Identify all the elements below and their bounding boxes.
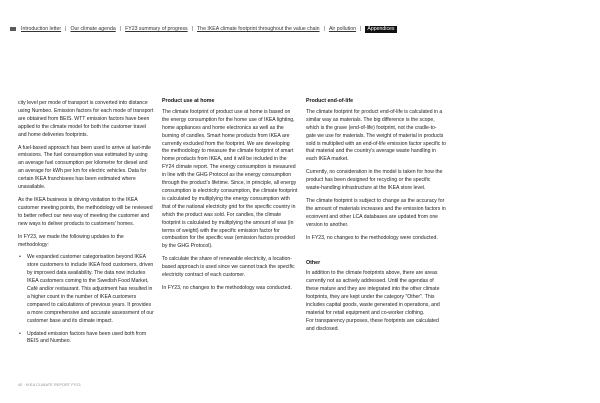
nav-link-our-climate-agenda[interactable]: Our climate agenda <box>70 26 116 32</box>
paragraph: The climate footprint is subject to change as the accuracy for the amount of materials increases and the emission factors in ecoinvent and other LCA databases are updated from one version to another. <box>306 197 446 228</box>
paragraph: To calculate the share of renewable electricity, a location-based approach is used since we cannot track the specific electricity contract of each customer. <box>162 256 295 279</box>
nav-link-appendices[interactable]: Appendices <box>367 26 395 32</box>
top-navigation <box>10 24 397 34</box>
column-product-use-at-home <box>162 98 298 298</box>
section-heading: Product end-of-life <box>306 98 354 104</box>
paragraph: As the IKEA business is driving visitation to the IKEA customer meeting points, the methodology will be reviewed to better reflect our new way of meeting the customer and new ways to deliver products to customers' homes. <box>18 196 153 227</box>
nav-link-air-pollution[interactable]: Air pollution <box>328 26 357 32</box>
page-footer: 40 · IKEA CLIMATE REPORT FY23 <box>18 383 81 387</box>
paragraph: Currently, no consideration in the model is taken for how the product has been designed for recycling or the specific waste-handling infrastructure at the IKEA store level. <box>306 169 443 192</box>
nav-separator: | <box>119 26 122 32</box>
section-heading-other: Other <box>306 259 321 266</box>
spacer <box>306 248 446 260</box>
paragraph: In FY23, we made the following updates to the methodology: <box>18 233 124 248</box>
paragraph: For transparency purposes, these footprints are calculated and disclosed. <box>306 317 439 332</box>
list-item: • We expanded customer categorisation beyond IKEA store customers to include IKEA food customers, driven by improved data availability. The data now includes IKEA customers coming to the Swedish Food Market, Café and/or restaurant. This adjustment has resulted in a higher count in the number of IKEA customers compared to calculations of previous years. It provides a more comprehensive and accurate assessment of our customer base and its climate impact. <box>18 254 154 325</box>
paragraph: A fuel-based approach has been used to arrive at last-mile emissions. The fuel consumption was estimated by using an average fuel consumption per kilometre for diesel and an average for kWh per km for electric vehicles. Data for certain IKEA franchisees has been estimated where unavailable. <box>18 144 151 191</box>
nav-link-climate-footprint-value-chain[interactable]: The IKEA climate footprint throughout the value chain <box>197 26 320 32</box>
menu-icon[interactable] <box>10 27 16 31</box>
paragraph: The climate footprint for product end-of-life is calculated in a similar way as materials. The big difference is the scope, which is the grave (end-of-life) footprint, not the cradle-to-gate we use for materials. The weight of material in products sold is multiplied with an end-of-life emission factor specific to that material and the country's average waste handling in each IKEA market. <box>306 108 446 163</box>
paragraph: In FY23, no changes to the methodology were conducted. <box>306 234 438 241</box>
paragraph: city level per mode of transport is converted into distance using Numbeo. Emission factors for each mode of transport are obtained from BEIS. WTT emission factors have been applied to the climate model for both the customer travel and home deliveries footprints. <box>18 100 154 138</box>
paragraph: In FY23, no changes to the methodology was conducted. <box>162 284 292 291</box>
paragraph: The climate footprint of product use at home is based on the energy consumption for the home use of IKEA lighting, home appliances and home electronics as well as the burning of candles. Smart home products from IKEA are currently excluded from the footprint. We are developing the methodology to measure the climate footprint of smart home products from IKEA, and it will be included in the FY24 climate report. The energy consumption is measured in line with the GHG Protocol as the energy consumption through the product's lifetime. Since, in principle, all energy consumption is electricity consumption, the climate footprint is calculated by multiplying the energy consumption with that of the national electricity grid for the specific country in which the product was sold. For candles, the climate footprint is calculated by multiplying the amount of wax (in terms of weight) with the specific emission factor for combustion for the specific wax (emission factors provided by the GHG Protocol). <box>162 108 298 250</box>
nav-separator: | <box>191 26 194 32</box>
nav-separator: | <box>65 26 67 32</box>
section-heading: Product use at home <box>162 98 215 104</box>
paragraph: In addition to the climate footprints above, there are areas currently not as actively addressed. Until the agendas of these mature and they are integrated into the other climate footprints, they are kept under the category "Other". This includes capital goods, waste generated in operations, and material for retail equipment and co-worker clothing. <box>306 270 440 316</box>
column-product-end-of-life <box>306 98 446 339</box>
column-customer-travel-continued <box>18 100 154 351</box>
nav-separator: | <box>360 26 362 32</box>
list-item: • Updated emission factors have been used both from BEIS and Numbeo. <box>18 331 154 347</box>
methodology-updates-list <box>18 254 154 346</box>
nav-link-fy23-summary[interactable]: FY23 summary of progress <box>125 26 188 32</box>
nav-separator: | <box>323 26 325 32</box>
nav-link-introduction-letter[interactable]: Introduction letter <box>21 26 62 32</box>
